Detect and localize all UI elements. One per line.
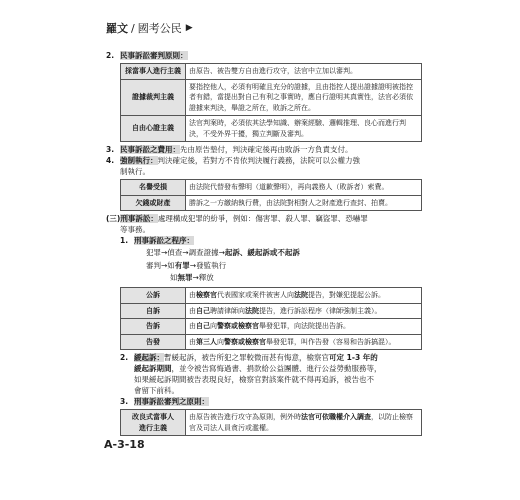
table-row: [121, 410, 422, 436]
desc-cell: 由原告被告進行攻守為原則，例外時法官可依職權介入調查，以防止檢察官及司法人員貪污或濫權。: [186, 410, 422, 436]
table-row: [121, 334, 422, 350]
deferred-prosecution-text-3: 會留下前科。: [134, 386, 179, 395]
author-name: 羅文: [106, 22, 128, 35]
civil-cost-heading: 3. 民事訴訟之費用：先由原告墊付，判決確定後再由敗訴一方負責支付。: [106, 145, 353, 154]
procedure-flow-1: 犯罪→偵查→調查證據→起訴、緩起訴或不起訴: [146, 248, 300, 257]
running-header: [106, 20, 193, 36]
desc-cell: 由法院代替發布聲明（道歉聲明），再向義務人（敗訴者）索費。: [186, 180, 422, 196]
term-cell: 採當事人進行主義: [121, 64, 186, 80]
table-row: [121, 303, 422, 319]
criminal-trial-principles-heading: 3. 刑事訴訟審判之原則：: [120, 397, 209, 406]
desc-cell: 法官判案時，必須依其法學知識、辦案經驗、邏輯推理、良心而進行判決，不受外界干擾，獨立判斷及審判。: [186, 116, 422, 142]
term-cell: 名譽受損: [121, 180, 186, 196]
book-title: 國考公民: [137, 22, 182, 35]
term-cell: 自由心證主義: [121, 116, 186, 142]
table-row: [121, 64, 422, 80]
enforcement-heading: 4. 強制執行：判決確定後，若對方不肯依判決履行義務，法院可以公權力強: [106, 156, 360, 165]
table-row: [121, 319, 422, 335]
enforcement-table: [120, 179, 422, 211]
desc-cell: 由第三人向警察或檢察官舉發犯罪，叫作告發（容易和告訴搞混）。: [186, 334, 422, 350]
criminal-litigation-heading: (三)刑事訴訟：處理構成犯罪的紛爭，例如：傷害罪、殺人罪、竊盜罪、恐嚇罪: [106, 214, 368, 223]
term-cell: 告發: [121, 334, 186, 350]
procedure-flow-2: 審判→如有罪→發監執行: [146, 261, 227, 270]
criminal-procedure-heading: 1. 刑事訴訟之程序：: [120, 236, 194, 245]
prosecution-types-table: [120, 287, 422, 350]
term-cell: 證據裁判主義: [121, 79, 186, 116]
civil-trial-principles-heading: 2. 民事訴訟審判原則：: [106, 51, 188, 60]
civil-principles-table: [120, 63, 422, 142]
criminal-principles-table: [120, 409, 422, 436]
deferred-prosecution-text-2: 如果緩起訴期間被告表現良好，檢察官對該案件就不得再追訴，被告也不: [134, 375, 374, 384]
criminal-litigation-text: 等事務。: [120, 225, 150, 234]
term-cell: 公訴: [121, 288, 186, 304]
desc-cell: 由自己聘請律師向法院提告，進行訴訟程序（律師強制主義）。: [186, 303, 422, 319]
term-cell: 欠錢或財產: [121, 195, 186, 211]
term-cell: 告訴: [121, 319, 186, 335]
table-row: [121, 195, 422, 211]
page-content: [106, 50, 424, 438]
desc-cell: 要指控他人，必須有明確且充分的證據，且由指控人提出證據證明被指控者有錯，當提出對自己有利之事實時，應自行證明其真實性，法官必須依證據來判決，舉證之所在，敗訴之所在。: [186, 79, 422, 116]
play-arrow-icon: ▶: [185, 23, 193, 33]
desc-cell: 由原告、被告雙方自由進行攻守，法官中立加以審判。: [186, 64, 422, 80]
page-number: A-3-18: [104, 438, 145, 451]
desc-cell: 由自己向警察或檢察官舉發犯罪，向法院提出告訴。: [186, 319, 422, 335]
table-row: [121, 116, 422, 142]
enforcement-text: 制執行。: [120, 167, 150, 176]
header-separator: /: [131, 21, 135, 35]
procedure-flow-3: 如無罪→釋放: [170, 273, 214, 282]
table-row: [121, 180, 422, 196]
deferred-prosecution-text: 緩起訴期間，並令被告寫悔過書、捐款給公益團體、進行公益勞動服務等，: [134, 364, 382, 373]
table-row: [121, 79, 422, 116]
desc-cell: 勝訴之一方繳納執行費，由法院對相對人之財產進行查封、拍賣。: [186, 195, 422, 211]
deferred-prosecution-heading: 2. 緩起訴：暫緩起訴，被告所犯之罪較微而甚有悔意，檢察官可定 1-3 年的: [120, 353, 378, 362]
desc-cell: 由檢察官代表國家或案件被害人向法院提告，對嫌犯提起公訴。: [186, 288, 422, 304]
term-cell: 改良式當事人 進行主義: [121, 410, 186, 436]
table-row: [121, 288, 422, 304]
term-cell: 自訴: [121, 303, 186, 319]
